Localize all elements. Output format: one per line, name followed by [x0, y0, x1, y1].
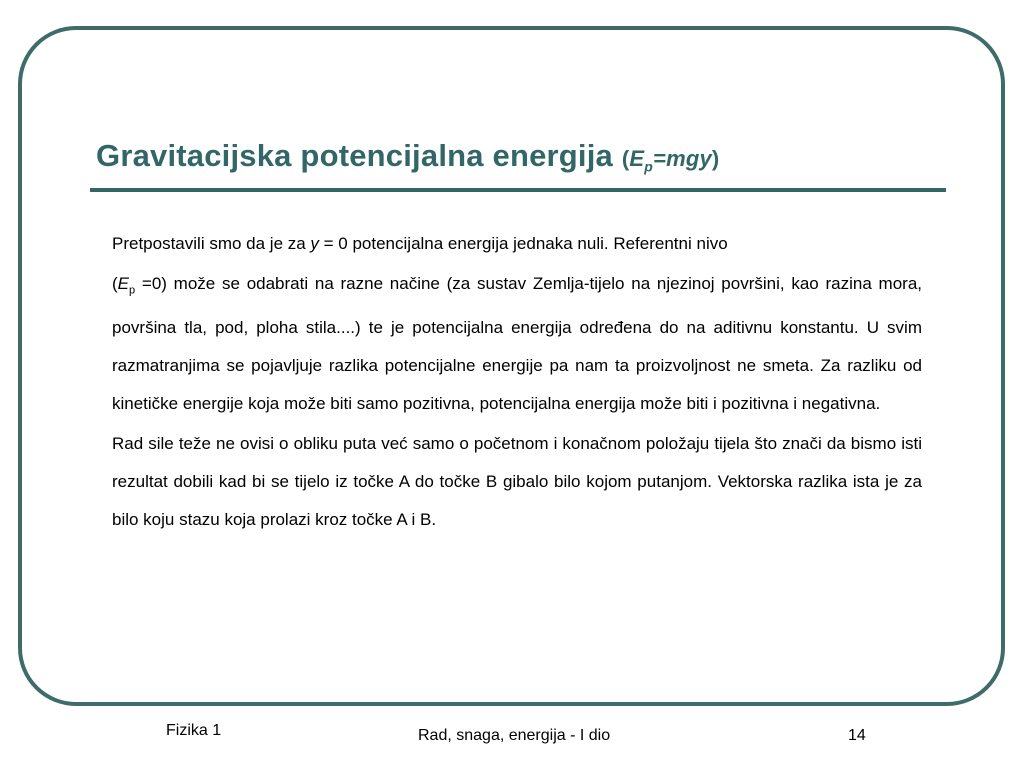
formula-open: (	[621, 146, 630, 171]
paragraph-3: Rad sile teže ne ovisi o obliku puta već samo o početnom i konačnom položaju tijela što znači da bismo isti rezultat dobili kad bi se tijelo iz točke A do točke B gibalo bilo kojom putanjom. Vektorska razlika ista je za bilo koju stazu koja prolazi kroz točke A i B.	[112, 434, 922, 530]
paragraph-2	[112, 265, 922, 423]
slide-body	[112, 225, 922, 539]
formula-close: )	[711, 146, 720, 171]
formula-rest: =mgy	[653, 146, 712, 171]
title-text: Gravitacijska potencijalna energija	[96, 138, 614, 173]
title-underline	[90, 188, 946, 192]
p2-rest: =0) može se odabrati na razne načine (za sustav Zemlja-tijelo na njezinoj površini, kao razina mora, površina tla, pod, ploha stila....) te je potencijalna energija određena do na aditivnu konstantu. U svim razmatranjima se pojavljuje razlika potencijalne energije pa nam ta proizvoljnost ne smeta. Za razliku od kinetičke energije koja može biti samo pozitivna, potencijalna energija može biti i pozitivna i negativna.	[112, 274, 922, 414]
paragraph-1	[112, 225, 922, 263]
slide-title	[96, 138, 719, 174]
footer-topic: Rad, snaga, energija - I dio	[418, 727, 611, 744]
p2-sub: p	[129, 284, 136, 297]
p2-open: (	[112, 274, 118, 293]
page-number: 14	[848, 727, 866, 744]
p1-pre: Pretpostavili smo da je za	[112, 234, 311, 253]
p1-var: y	[310, 234, 319, 253]
formula-sub: p	[644, 158, 654, 175]
footer-course: Fizika 1	[166, 722, 222, 739]
p2-e: E	[117, 274, 130, 293]
p1-post: = 0 potencijalna energija jednaka nuli. Referentni nivo	[318, 234, 728, 253]
formula-e: E	[629, 146, 645, 171]
title-formula	[621, 146, 720, 175]
